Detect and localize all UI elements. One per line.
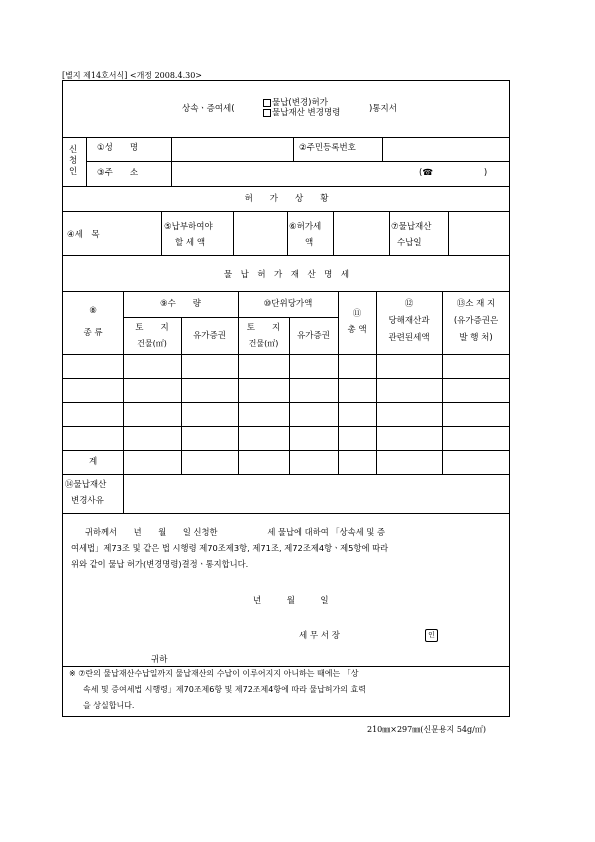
price-land-header: 토 지 [246,323,281,333]
seal-mark: 인 [425,629,438,642]
notice-body-line-1: 귀하께서 년 월 일 신청한 세 물납에 대하여 「상속세 및 증 [85,527,386,537]
applicant-side-label: 신청인 [69,145,78,177]
notice-body-line-3: 위와 같이 물납 허가(변경명령)결정ㆍ통지합니다. [71,559,249,569]
checkbox-change-order[interactable] [263,109,271,117]
payment-date-label: ⑦물납재산 [391,222,432,232]
form-frame [62,80,510,717]
property-section-title: 물 납 허 가 재 산 명 세 [223,270,350,280]
unit-price-col-header: ⑩단위당가액 [263,299,313,309]
payable-amount-label: ⑤납부하여야 [164,222,213,232]
qty-land-header-2: 건물(㎡) [137,339,167,348]
price-securities-header: 유가증권 [297,331,330,341]
kind-col-number: ⑧ [89,306,97,316]
related-tax-col-number: ⑫ [404,299,414,309]
title-suffix: )통지서 [369,104,397,114]
location-col-header: ⑬소 재 지 [456,299,496,309]
checkbox-permit[interactable] [263,99,271,107]
related-tax-col-header: 당해재산과 [388,316,430,326]
permit-amount-label-2: 액 [305,238,314,248]
form-title [182,105,235,114]
qty-securities-header: 유가증권 [193,331,226,341]
location-col-header-3: 발 행 처) [459,333,493,343]
price-land-header-2: 건물(㎡) [248,339,279,348]
title-option-permit: 물납(변경)허가 [272,98,328,108]
recipient-label: 귀하 [151,655,168,665]
change-reason-label: ⑭물납재산 [65,480,107,490]
title-option-change-order: 물납재산 변경명령 [272,108,341,118]
payment-date-label-2: 수납일 [397,238,422,248]
quantity-col-header: ⑨수 량 [159,299,202,309]
total-col-number: ⑪ [352,309,362,319]
payable-amount-label-2: 할 세 액 [175,238,206,248]
notice-body-line-2: 여세법」제73조 및 같은 법 시행령 제70조제3항, 제71조, 제72조제4항ㆍ제5항에 따라 [71,543,389,553]
address-label: ③주 소 [97,168,139,178]
change-reason-label-2: 변경사유 [71,496,104,506]
notice-line-1: ※ ⑦란의 물납재산수납일까지 물납재산의 수납이 이루어지지 아니하는 때에는 「상 [69,669,359,678]
qty-land-header: 토 지 [135,323,169,333]
tax-office-head: 세 무 서 장 [299,631,340,641]
date-line: 년 월 일 [253,596,329,606]
title-prefix: 상속ㆍ증여세( [182,104,235,114]
form-number: [별지 제14호서식] <개정 2008.4.30> [62,71,202,80]
total-col-header: 총 액 [347,325,367,335]
notice-line-2: 속세 및 증여세법 시행령」제70조제6항 및 제72조제4항에 따라 물납허가의 효력 [83,685,366,694]
paper-spec: 210㎜×297㎜(신문용지 54g/㎡) [367,725,486,734]
id-number-label: ②주민등록번호 [299,143,356,153]
title-options [263,98,340,118]
total-row-label: 계 [89,457,98,467]
name-label: ①성 명 [97,143,139,153]
phone-field: (☎ ) [419,168,488,178]
related-tax-col-header-2: 관련된세액 [388,333,430,343]
permit-amount-label: ⑥허가세 [289,222,322,232]
tax-item-label: ④세 목 [67,230,100,240]
permit-section-title: 허 가 상 황 [244,194,329,204]
kind-col-header: 종 류 [83,328,103,338]
notice-line-3: 을 상실합니다. [83,701,135,710]
location-col-header-2: (유가증권은 [453,316,499,326]
